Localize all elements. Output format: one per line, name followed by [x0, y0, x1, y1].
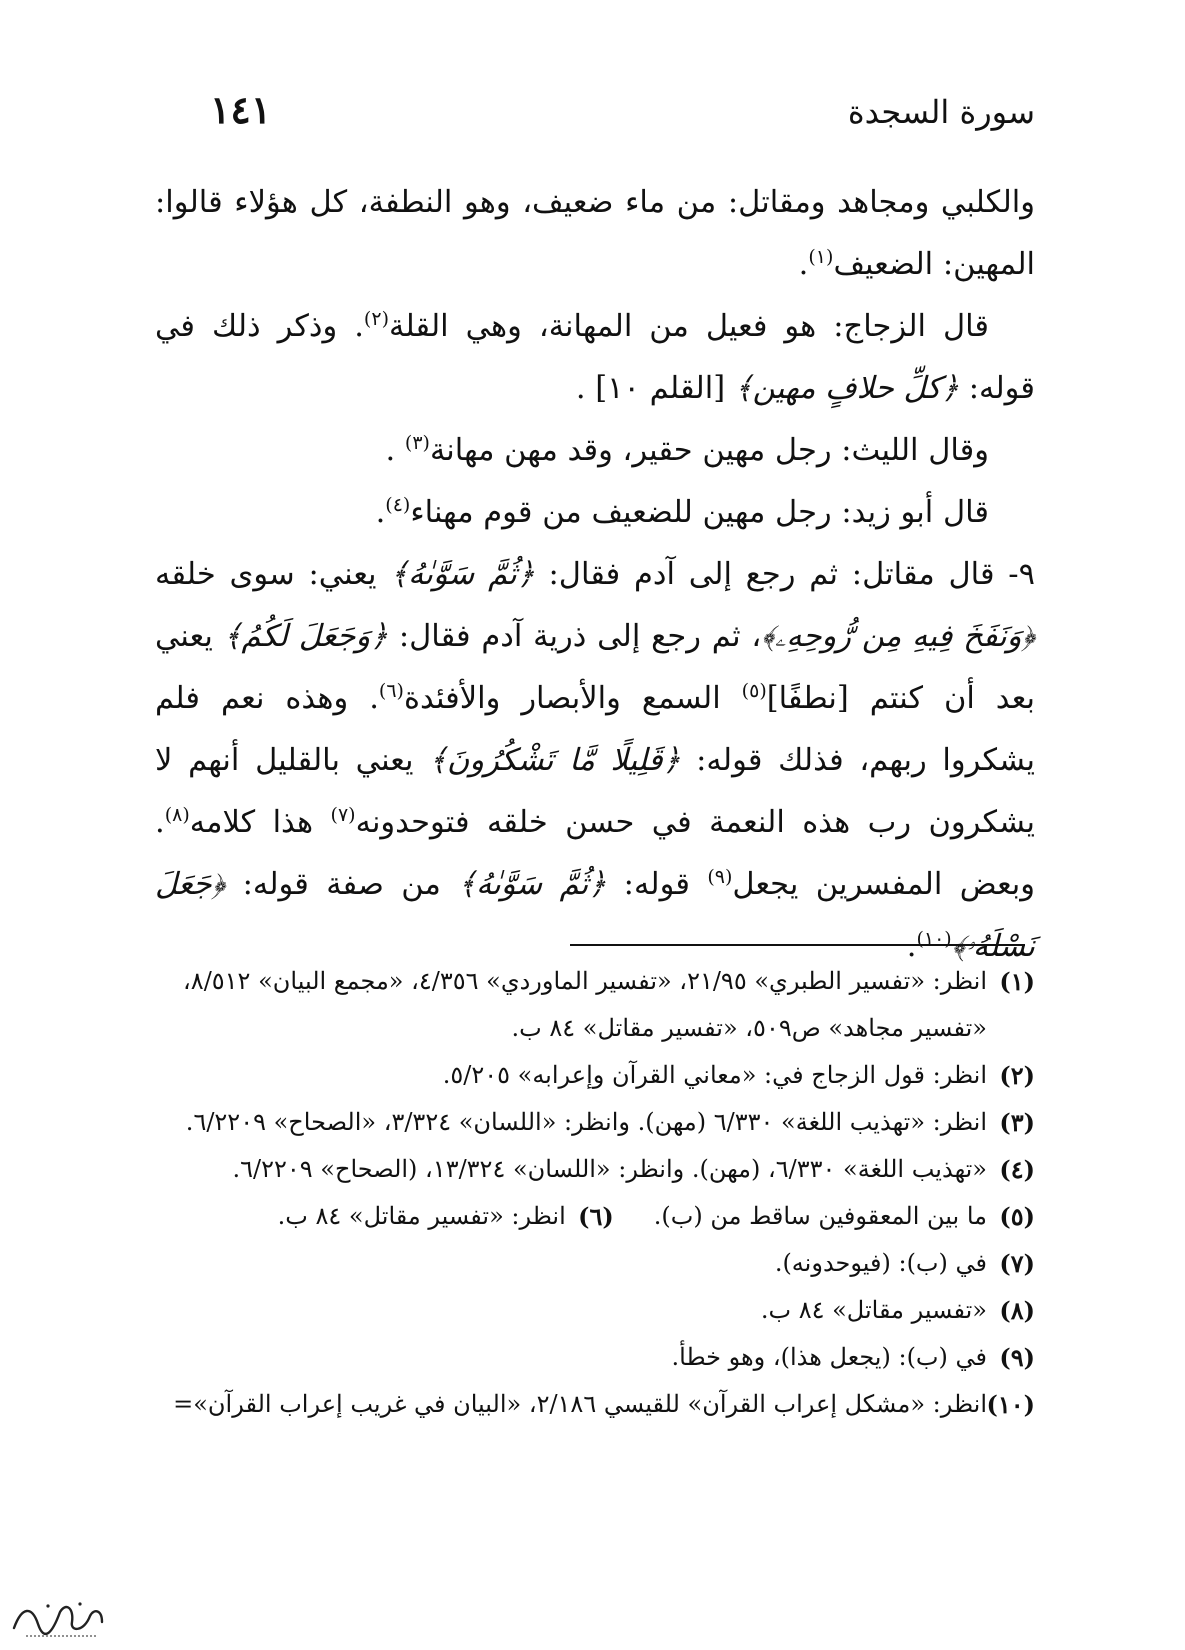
paragraph-2: [155, 296, 1035, 420]
text-run: يعني بعد أن كنتم [نطفًا]: [155, 619, 1035, 716]
footnote-separator: [570, 944, 1025, 946]
text-run: قوله:: [606, 867, 708, 902]
text-run: ٩- قال مقاتل: ثم رجع إلى آدم فقال:: [534, 557, 1035, 592]
text-run: .: [798, 247, 809, 282]
footnote-number: (٤): [999, 1155, 1035, 1184]
footnote-10: [145, 1381, 1035, 1428]
footnote-number: (٢): [999, 1061, 1035, 1090]
paragraph-4: [155, 482, 1035, 544]
quran-quote: ﴿وَجَعَلَ لَكُمُ﴾: [223, 619, 389, 654]
text-run: ، ثم رجع إلى ذرية آدم فقال:: [388, 619, 762, 654]
footnote-pair: [145, 1193, 1035, 1240]
quran-quote: ﴿وَنَفَخَ فِيهِ مِن رُّوحِهِۦ﴾: [761, 619, 1035, 654]
footnote-number: (٨): [999, 1296, 1035, 1325]
footnote-ref-7[interactable]: (٧): [330, 803, 356, 826]
footnote-text: انظر: «تفسير مقاتل» ٨٤ ب.: [277, 1202, 566, 1230]
footnote-ref-9[interactable]: (٩): [707, 865, 733, 888]
quran-quote: ﴿قَلِيلًا مَّا تَشْكُرُونَ﴾: [429, 743, 681, 778]
footnote-ref-2[interactable]: (٢): [363, 307, 389, 330]
footnote-7: [145, 1240, 1035, 1287]
footnote-3: [145, 1099, 1035, 1146]
quran-quote: ﴿جَعَلَ نَسْلَهُۥ﴾: [155, 867, 1035, 964]
footnote-text: في (ب): (فيوحدونه).: [774, 1249, 987, 1277]
footnote-text: انظر: «مشكل إعراب القرآن» للقيسي ٢/١٨٦، «البيان في غريب إعراب القرآن»=: [173, 1390, 987, 1418]
footnote-ref-8[interactable]: (٨): [164, 803, 190, 826]
footnote-5: [654, 1193, 1035, 1240]
text-run: والكلبي ومجاهد ومقاتل: من ماء ضعيف، وهو النطفة، كل هؤلاء قالوا: المهين: الضعيف: [155, 185, 1035, 282]
footnote-text: ما بين المعقوفين ساقط من (ب).: [653, 1202, 987, 1230]
footnote-number: (١٠): [986, 1390, 1035, 1419]
footnote-text: «تفسير مقاتل» ٨٤ ب.: [760, 1296, 987, 1324]
text-run: يعني بالقليل أنهم لا يشكرون رب هذه النعمة في حسن خلقه فتوحدونه: [155, 743, 1035, 840]
running-header: [170, 85, 1035, 135]
text-run: من صفة قوله:: [225, 867, 459, 902]
footnote-text: انظر: قول الزجاج في: «معاني القرآن وإعرابه» ٥/٢٠٥.: [442, 1061, 987, 1089]
footnote-8: [145, 1287, 1035, 1334]
text-run: .: [375, 495, 386, 530]
footnote-9: [145, 1334, 1035, 1381]
footnote-number: (٧): [999, 1249, 1035, 1278]
footnote-text: «تهذيب اللغة» ٦/٣٣٠، (مهن). وانظر: «اللسان» ١٣/٣٢٤، (الصحاح» ٦/٢٢٠٩.: [232, 1155, 987, 1183]
footnote-number: (٩): [999, 1343, 1035, 1372]
footnote-number: (٦): [578, 1202, 614, 1231]
quran-quote: ﴿كلِّ حلافٍ مهين﴾: [734, 371, 960, 406]
text-run: .: [385, 433, 405, 468]
text-run: . وذكر ذلك في قوله:: [155, 309, 1035, 406]
text-run: . وبعض المفسرين يجعل: [155, 805, 1035, 902]
footnote-1: [145, 958, 1035, 1052]
paragraph-1: [155, 172, 1035, 296]
text-run: . وهذه نعم فلم يشكروا ربهم، فذلك قوله:: [155, 681, 1036, 778]
footnote-number: (١): [999, 967, 1035, 996]
text-run: وقال الليث: رجل مهين حقير، وقد مهن مهانة: [429, 433, 989, 468]
footnote-ref-6[interactable]: (٦): [378, 679, 404, 702]
quran-quote: ﴿ثُمَّ سَوَّىٰهُ﴾: [458, 867, 607, 902]
text-run: .: [906, 929, 917, 964]
footnote-4: [145, 1146, 1035, 1193]
footnotes: [145, 958, 1035, 1428]
footnote-ref-3[interactable]: (٣): [404, 431, 430, 454]
chapter-title: سورة السجدة: [847, 93, 1035, 131]
footnote-ref-10[interactable]: (١٠): [916, 927, 952, 950]
footnote-6: [278, 1193, 614, 1240]
watermark-logo: [8, 1598, 108, 1644]
footnote-text: انظر: «تفسير الطبري» ٢١/٩٥، «تفسير الماوردي» ٤/٣٥٦، «مجمع البيان» ٨/٥١٢، «تفسير مجاهد» ص٥٠٩، «تفسير مقاتل» ٨٤ ب.: [183, 967, 987, 1042]
footnote-ref-1[interactable]: (١): [808, 245, 834, 268]
text-run: السمع والأبصار والأفئدة: [403, 681, 742, 716]
text-run: [القلم ١٠] .: [575, 371, 735, 406]
footnote-text: انظر: «تهذيب اللغة» ٦/٣٣٠ (مهن). وانظر: «اللسان» ٣/٣٢٤، «الصحاح» ٦/٢٢٠٩.: [185, 1108, 987, 1136]
text-run: قال الزجاج: هو فعيل من المهانة، وهي القلة: [388, 309, 989, 344]
footnote-number: (٣): [999, 1108, 1035, 1137]
text-run: قال أبو زيد: رجل مهين للضعيف من قوم مهناء: [410, 495, 989, 530]
text-run: يعني: سوى خلقه: [155, 557, 391, 592]
footnote-number: (٥): [999, 1202, 1035, 1231]
quran-quote: ﴿ثُمَّ سَوَّىٰهُ﴾: [390, 557, 535, 592]
paragraph-3: [155, 420, 1035, 482]
paragraph-5: [155, 544, 1035, 978]
page-number: ١٤١: [210, 87, 272, 132]
text-run: هذا كلامه: [189, 805, 331, 840]
footnote-ref-5[interactable]: (٥): [741, 679, 767, 702]
main-text: [155, 172, 1035, 978]
footnote-2: [145, 1052, 1035, 1099]
footnote-ref-4[interactable]: (٤): [385, 493, 411, 516]
footnote-text: في (ب): (يجعل هذا)، وهو خطأ.: [671, 1343, 987, 1371]
